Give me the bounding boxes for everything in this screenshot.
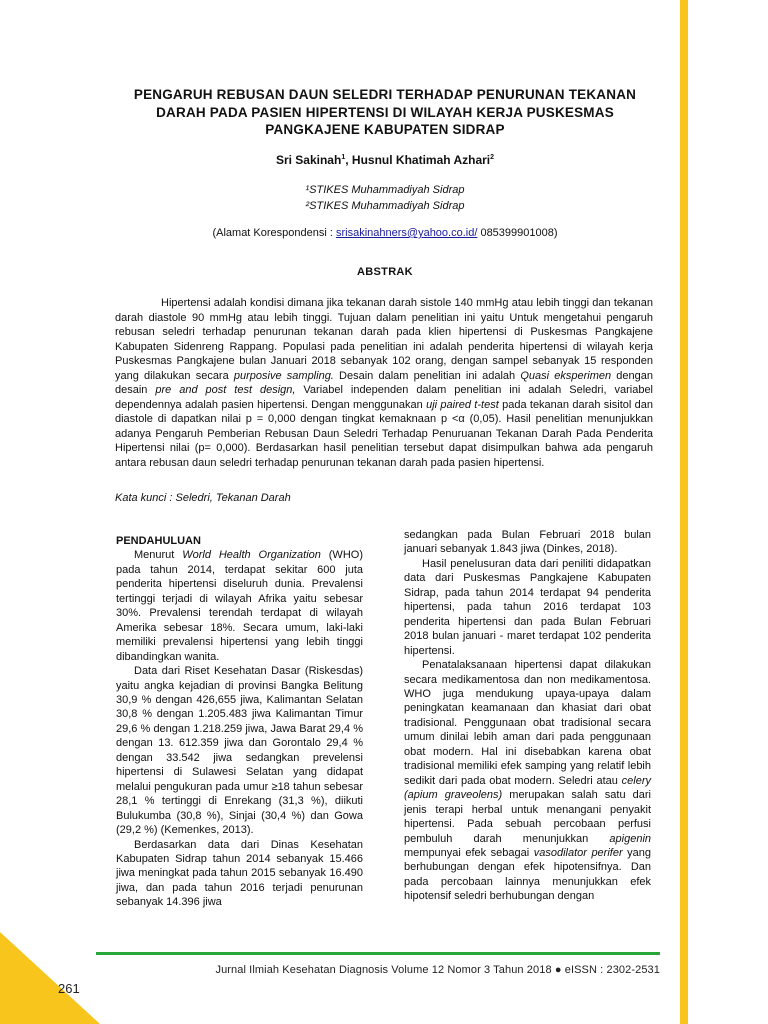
abstract-text: Variabel independen dalam penelitian ini adalah Seledri, variabel dependennya adalah pasien hipertensi. Dengan menggunakan xyxy=(115,384,654,411)
abstract-text: pada tekanan darah sisitol dan diastole di dapatkan nilai p = 0,000 dengan tingkat kemaknaan p <α (0,05). Hasil penelitian menunjukkan adanya Pengaruh Pemberian Rebusan Daun Seledri Terhadap Penuruanan Tekanan Darah Pada Penderita Hipertensi nilai (p= 0,000). Berdasarkan hasil penelitian tersebut dapat disimpulkan bahwa ada pengaruh antara rebusan daun seledri terhadap penurunan tekanan darah pada pasien hipertensi. xyxy=(115,398,653,469)
body-paragraph: Data dari Riset Kesehatan Dasar (Riskesdas) yaitu angka kejadian di provinsi Bangka Belitung 30,9 % dengan 426,655 jiwa, Kalimantan Selatan 30,8 % dengan 1.205.483 jiwa Kalimantan Timur 29,6 % dengan 1.218.259 jiwa, Jawa Barat 29,4 % dengan 13. 612.359 jiwa dan Gorontalo 29,4 % dengan 33.542 jiwa sedangkan prevelensi hipertensi di Sulawesi Selatan yang didapat melalui pengukuran pada umur ≥18 tahun sebesar 28,1 % tertinggi di Enrekang (31,3 %), diikuti Bulukumba (30,8 %), Sinjai (30,4 %) dan Gowa (29,2 %) (Kemenkes, 2013). xyxy=(116,665,363,837)
author-name: , Husnul Khatimah Azhari xyxy=(345,153,491,167)
abstract-text: Desain dalam penelitian ini adalah xyxy=(333,369,521,382)
correspondence xyxy=(115,227,655,239)
journal-footer: Jurnal Ilmiah Kesehatan Diagnosis Volume 12 Nomor 3 Tahun 2018 ● eISSN : 2302-2531 xyxy=(215,964,660,976)
email-link[interactable]: srisakinahners@yahoo.co.id/ xyxy=(335,227,478,239)
title-line: PANGKAJENE KABUPATEN SIDRAP xyxy=(265,122,505,137)
abstract-italic: Quasi eksperimen xyxy=(520,369,612,382)
abstract-text: Hipertensi adalah kondisi dimana jika tekanan darah sistole 140 mmHg atau lebih tinggi dan tekanan darah diastole 90 mmHg atau lebih tinggi. Tujuan dalam penelitian ini yaitu Untuk mengetahui pengaruh rebusan seledri terhadap penurunan tekanan darah pada klien hipertensi di Puskesmas Pangkajene Kabupaten Sidenreng Rappang. Populasi pada penelitian ini adalah penderita hipertensi di wilayah kerja Puskesmas Pangkajene bulan Januari 2018 sebanyak 102 orang, dengan sampel sebanyak 15 responden yang dilakukan secara xyxy=(115,297,653,382)
correspondence-prefix: (Alamat Korespondensi : xyxy=(212,227,336,239)
body-paragraph xyxy=(404,658,651,904)
abstract-italic: uji paired t-test xyxy=(426,398,499,411)
page-number: 261 xyxy=(58,981,80,996)
body-paragraph: Berdasarkan data dari Dinas Kesehatan Kabupaten Sidrap tahun 2014 sebanyak 15.466 jiwa meningkat pada tahun 2015 sebanyak 16.490 jiwa, dan pada tahun 2016 terjadi penurunan sebanyak 14.396 jiwa xyxy=(116,838,363,909)
section-heading: PENDAHULUAN xyxy=(116,535,201,547)
body-paragraph: Hasil penelusuran data dari peniliti didapatkan data dari Puskesmas Pangkajene Kabupaten Sidrap, pada tahun 2014 terdapat 94 penderita hipertensi, pada tahun 2016 terdapat 103 penderita hipertensi dan pada Bulan Februari 2018 bulan januari - maret terdapat 102 penderita hipertensi. xyxy=(404,557,651,657)
abstract-body xyxy=(115,296,653,470)
body-text: Penatalaksanaan hipertensi dapat dilakukan secara medikamentosa dan non medikamentosa. WHO juga mendukung upaya-upaya dalam peningkatan keamanaan dan khasiat dari obat tradisional. Penggunaan obat tradisional secara umum dinilai lebih aman dari pada penggunaan obat modern. Hal ini disebabkan karena obat tradisional memiliki efek samping yang relatif lebih sedikit dari pada obat modern. Seledri atau xyxy=(404,659,651,787)
author-name: Sri Sakinah xyxy=(275,153,342,167)
title-line: DARAH PADA PASIEN HIPERTENSI DI WILAYAH KERJA PUSKESMAS xyxy=(156,104,614,120)
footer-rule xyxy=(96,952,660,955)
abstract-italic: purposive sampling. xyxy=(233,369,334,382)
paper-title xyxy=(115,86,655,139)
right-column xyxy=(404,528,651,904)
body-paragraph: sedangkan pada Bulan Februari 2018 bulan januari sebanyak 1.843 jiwa (Dinkes, 2018). xyxy=(404,529,651,556)
gold-side-bar xyxy=(680,0,688,1024)
title-line: PENGARUH REBUSAN DAUN SELEDRI TERHADAP PENURUNAN TEKANAN xyxy=(133,87,637,102)
author-line xyxy=(115,153,655,167)
abstract-paragraph xyxy=(115,296,653,470)
affiliation: ¹STIKES Muhammadiyah Sidrap xyxy=(305,184,465,196)
left-column xyxy=(116,534,363,910)
body-italic: apigenin xyxy=(609,832,651,845)
body-text: (WHO) pada tahun 2014, terdapat sekitar 600 juta penderita hipertensi diseluruh dunia. Prevalensi tertinggi terjadi di wilayah Afrika yaitu sebesar 30%. Prevalensi terendah terdapat di wilayah Amerika sebesar 18%. Secara umum, laki-laki memiliki prevalensi hipertensi yang lebih tinggi dibandingkan wanita. xyxy=(116,549,363,663)
body-paragraph xyxy=(116,548,363,664)
body-italic: celery (apium graveolens) xyxy=(404,774,651,802)
abstract-text: dengan desain xyxy=(115,369,654,396)
affiliation: ²STIKES Muhammadiyah Sidrap xyxy=(305,199,465,212)
author-superscript: 2 xyxy=(490,154,495,161)
body-text: Menurut xyxy=(134,549,183,562)
body-italic: vasodilator perifer xyxy=(533,846,623,859)
author-superscript: 1 xyxy=(341,154,346,161)
abstract-heading: ABSTRAK xyxy=(357,266,413,278)
affiliations xyxy=(115,183,655,214)
body-text: yang berhubungan dengan efek hipotensifnya. Dan pada percobaan lainnya menunjukkan efek hipotensif seledri berhubungan dengan xyxy=(404,846,651,903)
body-italic: World Health Organization xyxy=(182,549,321,562)
correspondence-phone: 085399901008) xyxy=(477,227,558,239)
body-text: mempunyai efek sebagai xyxy=(404,846,534,859)
body-text: merupakan salah satu dari jenis terapi herbal untuk menangani penyakit hipertensi. Pada sebuah percobaan perfusi pembuluh darah menunjukkan xyxy=(404,789,651,845)
abstract-italic: pre and post test design, xyxy=(155,384,296,396)
keywords: Kata kunci : Seledri, Tekanan Darah xyxy=(115,492,291,504)
gold-corner-triangle xyxy=(0,932,100,1024)
